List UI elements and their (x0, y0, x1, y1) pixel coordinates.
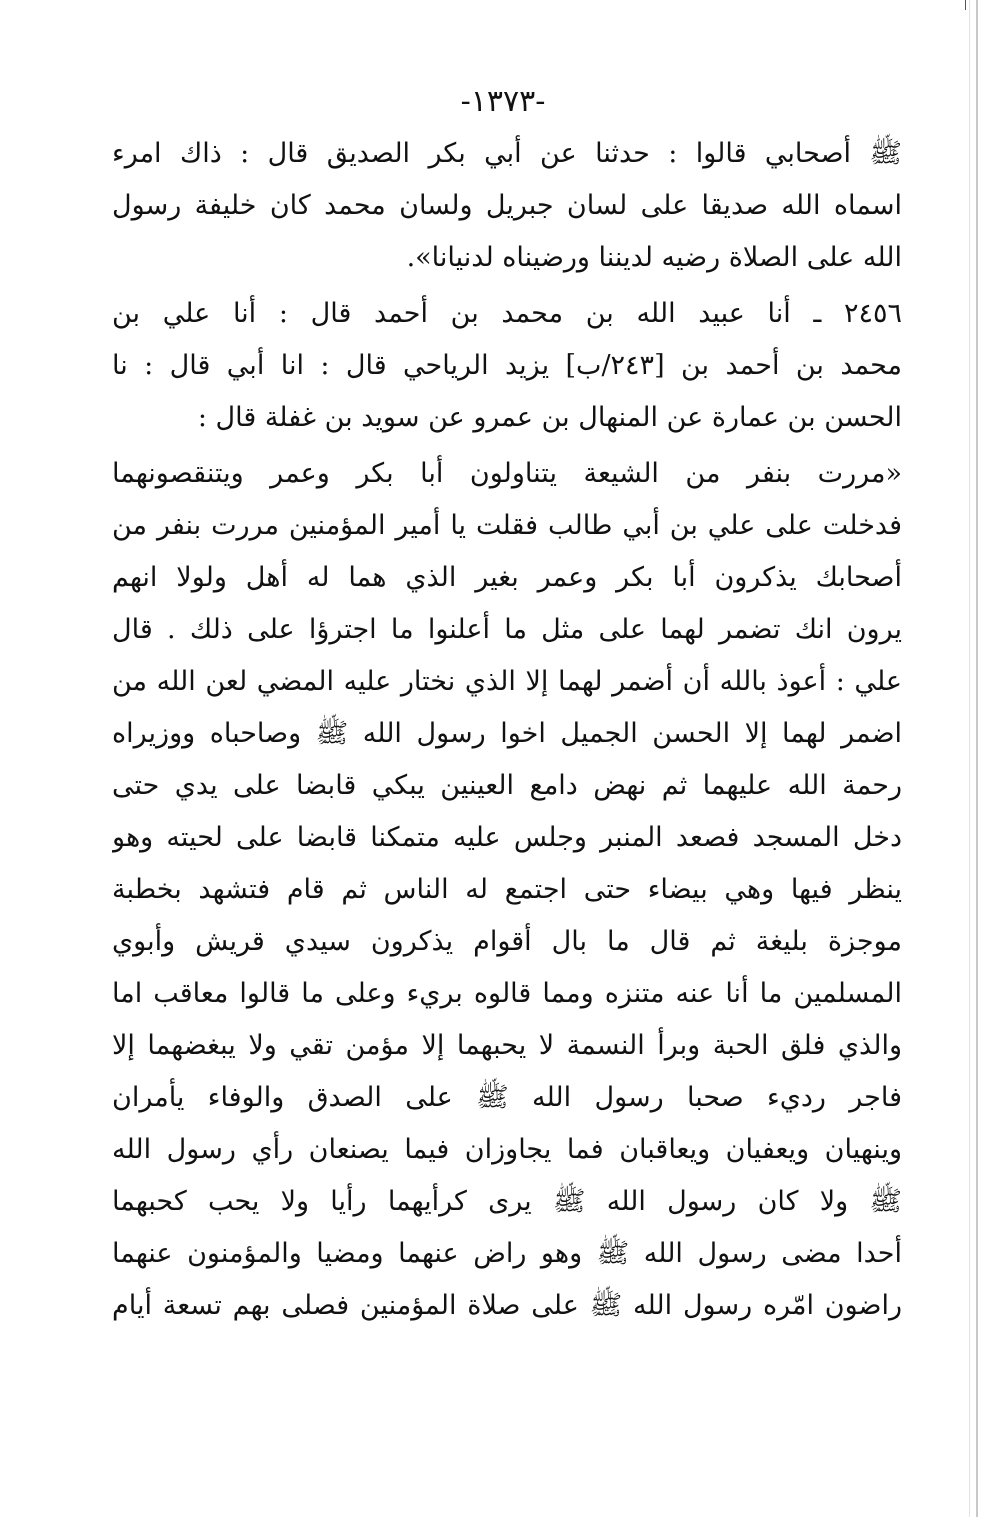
text-line-2: اسماه الله صديقا على لسان جبريل ولسان محمد كان خليفة رسول (112, 190, 902, 221)
text-line-7: «مررت بنفر من الشيعة يتناولون أبا بكر وعمر ويتنقصونهما (112, 458, 902, 489)
page-body-text (112, 128, 902, 1332)
text-line-12: اضمر لهما إلا الحسن الجميل اخوا رسول الله ﷺ وصاحباه ووزيراه (112, 718, 902, 749)
text-line-20: وينهيان ويعفيان ويعاقبان فما يجاوزان فيما يصنعان رأي رسول الله (112, 1134, 902, 1165)
scan-edge-shadow (969, 0, 970, 1517)
text-line-13: رحمة الله عليهما ثم نهض دامع العينين يبكي قابضا على يدي حتى (112, 770, 902, 801)
text-line-21: ﷺ ولا كان رسول الله ﷺ يرى كرأيهما رأيا ولا يحب كحبهما (112, 1186, 902, 1217)
text-line-14: دخل المسجد فصعد المنبر وجلس عليه متمكنا قابضا على لحيته وهو (112, 822, 902, 853)
text-line-10: يرون انك تضمر لهما على مثل ما أعلنوا ما اجترؤا على ذلك . قال (112, 614, 902, 645)
text-line-8: فدخلت على علي بن أبي طالب فقلت يا أمير المؤمنين مررت بنفر من (112, 510, 902, 541)
text-line-1: ﷺ أصحابي قالوا : حدثنا عن أبي بكر الصديق قال : ذاك امرء (112, 138, 902, 169)
scan-corner-mark (965, 0, 966, 10)
text-line-6: الحسن بن عمارة عن المنهال بن عمرو عن سويد بن غفلة قال : (197, 402, 902, 433)
text-line-4: ٢٤٥٦ ـ أنا عبيد الله بن محمد بن أحمد قال : أنا علي بن (112, 298, 902, 329)
scan-edge-line (976, 0, 978, 1517)
text-line-11: علي : أعوذ بالله أن أضمر لهما إلا الذي نختار عليه المضي لعن الله من (112, 666, 902, 697)
text-line-22: أحدا مضى رسول الله ﷺ وهو راض عنهما ومضيا والمؤمنون عنهما (112, 1238, 902, 1269)
text-line-18: والذي فلق الحبة وبرأ النسمة لا يحبهما إلا مؤمن تقي ولا يبغضهما إلا (112, 1030, 902, 1061)
text-line-5: محمد بن أحمد بن [٢٤٣/ب] يزيد الرياحي قال : انا أبي قال : نا (112, 350, 902, 381)
text-line-16: موجزة بليغة ثم قال ما بال أقوام يذكرون سيدي قريش وأبوي (112, 926, 902, 957)
text-line-3: الله على الصلاة رضيه لديننا ورضيناه لدنيانا». (406, 242, 902, 273)
text-line-23: راضون امّره رسول الله ﷺ على صلاة المؤمنين فصلى بهم تسعة أيام (112, 1290, 902, 1321)
text-line-19: فاجر رديء صحبا رسول الله ﷺ على الصدق والوفاء يأمران (112, 1082, 902, 1113)
page-number: -١٣٧٣- (460, 84, 546, 119)
text-line-9: أصحابك يذكرون أبا بكر وعمر بغير الذي هما له أهل ولولا انهم (112, 562, 902, 593)
text-line-15: ينظر فيها وهي بيضاء حتى اجتمع له الناس ثم قام فتشهد بخطبة (112, 874, 902, 905)
text-line-17: المسلمين ما أنا عنه متنزه ومما قالوه بريء وعلى ما قالوا معاقب اما (112, 978, 902, 1009)
